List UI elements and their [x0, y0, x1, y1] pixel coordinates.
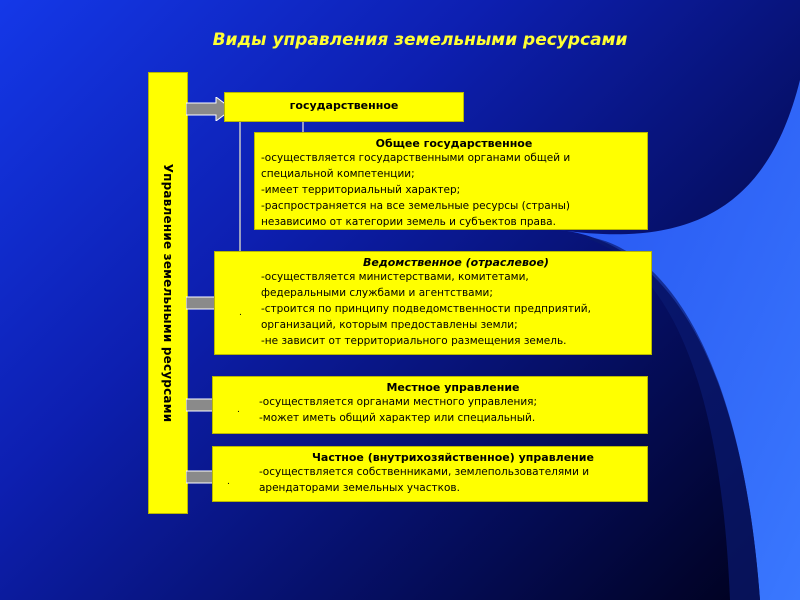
- box-state-heading: государственное: [289, 99, 399, 112]
- box-departmental: [214, 251, 652, 355]
- box-private-line: арендаторами земельных участков.: [259, 482, 460, 494]
- box-private-line: -осуществляется собственниками, землепользователями и: [259, 466, 590, 478]
- page-title: Виды управления земельными ресурсами: [212, 30, 628, 50]
- box-private: [212, 446, 648, 502]
- box-general-state: [254, 132, 648, 230]
- box-departmental-line: -не зависит от территориального размещения земель.: [261, 335, 567, 347]
- box-general-line: -осуществляется государственными органами общей и: [261, 152, 571, 164]
- box-departmental-line: -строится по принципу подведомственности предприятий,: [261, 303, 591, 315]
- box-local: [212, 376, 648, 434]
- box-local-heading: Местное управление: [386, 381, 520, 394]
- bullet-dot: .: [227, 477, 230, 487]
- box-general-line: специальной компетенции;: [261, 168, 415, 180]
- box-departmental-line: организаций, которым предоставлены земли;: [261, 319, 518, 331]
- bullet-dot: .: [239, 308, 242, 318]
- box-private-heading: Частное (внутрихозяйственное) управление: [312, 451, 594, 464]
- box-general-line: независимо от категории земель и субъектов права.: [261, 216, 556, 228]
- box-departmental-line: -осуществляется министерствами, комитетами,: [261, 271, 529, 283]
- box-departmental-heading: Ведомственное (отраслевое): [363, 256, 549, 269]
- box-state: [224, 92, 464, 122]
- box-local-line: -осуществляется органами местного управления;: [259, 396, 537, 408]
- bullet-dot: .: [237, 405, 240, 415]
- box-general-line: -распространяется на все земельные ресурсы (страны): [261, 200, 570, 212]
- sidebar-label: Управление земельными ресурсами: [161, 163, 175, 423]
- box-departmental-line: федеральными службами и агентствами;: [261, 287, 493, 299]
- box-local-line: -может иметь общий характер или специальный.: [259, 412, 536, 424]
- box-general-line: -имеет территориальный характер;: [261, 184, 461, 196]
- box-general-heading: Общее государственное: [375, 137, 533, 150]
